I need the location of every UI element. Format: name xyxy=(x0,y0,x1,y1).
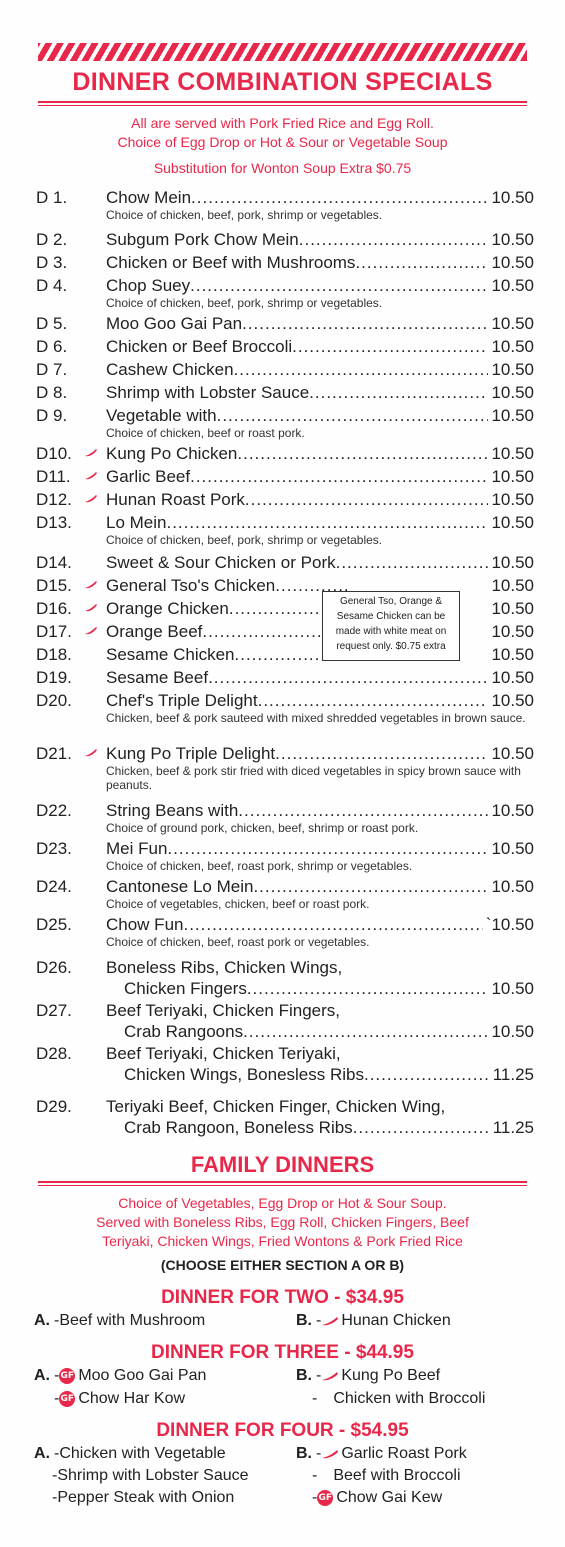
item-code: D10. xyxy=(36,444,72,463)
item-code: D 3. xyxy=(36,253,68,272)
family-rule xyxy=(38,1181,527,1183)
item-name-line xyxy=(106,622,534,642)
dot-leader xyxy=(355,253,488,273)
dot-leader xyxy=(336,553,489,573)
two-a1: -Beef with Mushroom xyxy=(54,1312,206,1329)
item-name: Hunan Roast Pork xyxy=(106,490,245,509)
item-price: 10.50 xyxy=(491,406,534,425)
item-price: 10.50 xyxy=(491,576,534,595)
item-name: Sesame Beef xyxy=(106,668,209,687)
item-description: Choice of ground pork, chicken, beef, shrimp or roast pork. xyxy=(106,821,419,835)
header-stripe xyxy=(38,43,527,61)
four-a-row-3 xyxy=(52,1489,234,1507)
hot-pepper-icon xyxy=(84,448,98,457)
item-name-line xyxy=(106,801,534,821)
dinner-for-three-head: DINNER FOR THREE - $44.95 xyxy=(151,1342,414,1363)
item-description: Choice of chicken, beef, roast pork or vegetables. xyxy=(106,935,370,949)
item-name: General Tso's Chicken xyxy=(106,576,276,595)
item-code: D 2. xyxy=(36,230,68,249)
item-name-line xyxy=(106,668,534,688)
item-code: D14. xyxy=(36,553,72,572)
item-name: Vegetable with xyxy=(106,406,217,425)
item-name-line1: Boneless Ribs, Chicken Wings, xyxy=(106,958,343,977)
item-description: Choice of chicken, beef, pork, shrimp or vegetables. xyxy=(106,533,383,547)
item-price: 10.50 xyxy=(491,1022,534,1041)
item-name: Orange Beef xyxy=(106,622,203,641)
item-price: 10.50 xyxy=(491,645,534,664)
item-name: Cashew Chicken xyxy=(106,360,234,379)
item-price: 10.50 xyxy=(491,230,534,249)
dot-leader xyxy=(275,744,488,764)
item-code: D11. xyxy=(36,467,71,486)
item-code: D 7. xyxy=(36,360,68,379)
four-a2: -Shrimp with Lobster Sauce xyxy=(52,1467,249,1484)
dot-leader xyxy=(245,490,489,510)
item-name: Kung Po Chicken xyxy=(106,444,238,463)
hot-pepper-icon xyxy=(84,748,98,757)
dot-leader xyxy=(234,360,489,380)
item-name-line xyxy=(106,253,534,273)
item-price: 10.50 xyxy=(491,691,534,710)
hot-pepper-icon xyxy=(84,494,98,503)
item-description: Choice of chicken, beef, pork, shrimp or vegetables. xyxy=(106,208,383,222)
item-name-line xyxy=(106,406,534,426)
item-code: D 8. xyxy=(36,383,68,402)
item-description: Choice of chicken, beef, pork, shrimp or vegetables. xyxy=(106,296,383,310)
item-name: Chicken or Beef Broccoli xyxy=(106,337,293,356)
dot-leader xyxy=(190,276,488,296)
gluten-free-icon: GF xyxy=(317,1490,333,1506)
item-price: 10.50 xyxy=(491,490,534,509)
note-line: made with white meat on xyxy=(335,626,447,637)
item-price: 11.25 xyxy=(492,1065,534,1084)
dot-leader xyxy=(238,801,488,821)
item-name: Chicken Wings, Bonesless Ribs xyxy=(124,1065,364,1084)
dash: - xyxy=(316,1367,322,1384)
item-code: D 1. xyxy=(36,188,68,207)
dash: - xyxy=(312,1489,318,1506)
item-price: 10.50 xyxy=(491,337,534,356)
subtitle-2: Choice of Egg Drop or Hot & Sour or Vegetable Soup xyxy=(117,134,448,150)
item-price: 10.50 xyxy=(491,979,534,998)
item-name: Chop Suey xyxy=(106,276,191,295)
two-a-row xyxy=(34,1312,205,1330)
item-price: `10.50 xyxy=(485,915,534,934)
item-name: Garlic Beef xyxy=(106,467,191,486)
item-name-line xyxy=(106,553,534,573)
section-a-label: A. xyxy=(34,1312,50,1329)
four-b-row-3 xyxy=(312,1489,442,1507)
dot-leader xyxy=(237,444,488,464)
item-price: 10.50 xyxy=(491,383,534,402)
item-name-line xyxy=(106,337,534,357)
item-price: 10.50 xyxy=(491,360,534,379)
item-name: Subgum Pork Chow Mein xyxy=(106,230,299,249)
three-b-row-1 xyxy=(296,1367,440,1385)
page-title: DINNER COMBINATION SPECIALS xyxy=(72,68,493,96)
four-b1: Garlic Roast Pork xyxy=(341,1445,467,1462)
item-name: Sweet & Sour Chicken or Pork xyxy=(106,553,336,572)
dot-leader xyxy=(166,513,488,533)
white-meat-note xyxy=(322,591,460,661)
item-name-line1: Teriyaki Beef, Chicken Finger, Chicken Wing, xyxy=(106,1097,446,1116)
item-price: 10.50 xyxy=(491,622,534,641)
item-price: 10.50 xyxy=(491,553,534,572)
item-name-line xyxy=(106,839,534,859)
four-b-row-1 xyxy=(296,1445,467,1463)
item-name-line xyxy=(124,1022,534,1042)
dash: - xyxy=(316,1445,322,1462)
item-name: Chow Fun xyxy=(106,915,184,934)
item-name-line xyxy=(106,691,534,711)
hot-pepper-icon xyxy=(321,1449,339,1459)
two-b-row xyxy=(296,1312,451,1330)
dinner-for-two-head: DINNER FOR TWO - $34.95 xyxy=(161,1287,404,1308)
title-rule-thin xyxy=(38,105,527,106)
four-a1: -Chicken with Vegetable xyxy=(54,1445,226,1462)
dinner-for-four-head: DINNER FOR FOUR - $54.95 xyxy=(156,1420,409,1441)
gluten-free-icon: GF xyxy=(59,1368,75,1384)
item-name: Crab Rangoon, Boneless Ribs xyxy=(124,1118,353,1137)
item-code: D19. xyxy=(36,668,72,687)
item-name-line xyxy=(106,467,534,487)
item-code: D20. xyxy=(36,691,72,710)
item-name-line xyxy=(106,383,534,403)
item-code: D 6. xyxy=(36,337,68,356)
item-name-line xyxy=(106,645,534,665)
item-code: D27. xyxy=(36,1001,72,1020)
dot-leader xyxy=(167,839,488,859)
item-code: D17. xyxy=(36,622,72,641)
dot-leader xyxy=(364,1065,490,1085)
two-b1: Hunan Chicken xyxy=(341,1312,451,1329)
item-price: 10.50 xyxy=(491,467,534,486)
family-sub-2: Served with Boneless Ribs, Egg Roll, Chicken Fingers, Beef xyxy=(96,1214,469,1230)
item-code: D15. xyxy=(36,576,72,595)
section-a-label: A. xyxy=(34,1445,50,1462)
item-price: 10.50 xyxy=(491,314,534,333)
item-price: 10.50 xyxy=(491,253,534,272)
item-name-line1: Beef Teriyaki, Chicken Fingers, xyxy=(106,1001,341,1020)
item-name-line xyxy=(106,915,534,935)
item-code: D18. xyxy=(36,645,72,664)
item-name-line xyxy=(124,1118,534,1138)
four-a-row-1 xyxy=(34,1445,226,1463)
four-b3: Chow Gai Kew xyxy=(336,1489,443,1506)
item-price: 10.50 xyxy=(491,744,534,763)
dash: - xyxy=(54,1367,60,1384)
four-b2: Beef with Broccoli xyxy=(333,1467,461,1484)
item-price: 10.50 xyxy=(491,513,534,532)
family-rule-thin xyxy=(38,1185,527,1186)
item-price: 10.50 xyxy=(491,599,534,618)
dash: - xyxy=(54,1390,60,1407)
note-line: request only. $0.75 extra xyxy=(336,641,446,652)
item-name-line xyxy=(124,979,534,999)
four-a-row-2 xyxy=(52,1467,249,1485)
item-name: Moo Goo Gai Pan xyxy=(106,314,243,333)
family-dinners-title: FAMILY DINNERS xyxy=(190,1152,375,1177)
item-name: Lo Mein xyxy=(106,513,167,532)
dash: - xyxy=(312,1390,318,1407)
gluten-free-icon: GF xyxy=(59,1391,75,1407)
dot-leader xyxy=(191,188,488,208)
four-a3: -Pepper Steak with Onion xyxy=(52,1489,235,1506)
item-name-line xyxy=(106,744,534,764)
choose-section: (CHOOSE EITHER SECTION A OR B) xyxy=(160,1257,405,1273)
dot-leader xyxy=(247,979,489,999)
item-name: Cantonese Lo Mein xyxy=(106,877,254,896)
item-code: D21. xyxy=(36,744,72,763)
item-code: D23. xyxy=(36,839,72,858)
three-a2: Chow Har Kow xyxy=(78,1390,186,1407)
dot-leader xyxy=(253,877,488,897)
item-name-line xyxy=(106,276,534,296)
item-name-line xyxy=(106,314,534,334)
item-price: 11.25 xyxy=(492,1118,534,1137)
item-name-line xyxy=(124,1065,534,1085)
item-name: Chef's Triple Delight xyxy=(106,691,258,710)
three-a-row-2 xyxy=(54,1390,185,1408)
item-name: String Beans with xyxy=(106,801,239,820)
dot-leader xyxy=(258,691,489,711)
dot-leader xyxy=(242,314,488,334)
four-b-row-2 xyxy=(312,1467,461,1485)
item-description: Chicken, beef & pork sauteed with mixed shredded vegetables in brown sauce. xyxy=(106,711,526,725)
item-name: Sesame Chicken xyxy=(106,645,235,664)
dot-leader xyxy=(309,383,488,403)
hot-pepper-icon xyxy=(321,1316,339,1326)
dot-leader xyxy=(190,467,488,487)
note-line: Sesame Chicken can be xyxy=(336,611,446,622)
item-code: D 9. xyxy=(36,406,68,425)
item-price: 10.50 xyxy=(491,801,534,820)
three-a1: Moo Goo Gai Pan xyxy=(78,1367,207,1384)
dot-leader xyxy=(208,668,488,688)
note-line: General Tso, Orange & xyxy=(339,596,443,607)
item-code: D 5. xyxy=(36,314,68,333)
item-code: D16. xyxy=(36,599,72,618)
three-b2: Chicken with Broccoli xyxy=(333,1390,486,1407)
item-description: Choice of vegetables, chicken, beef or roast pork. xyxy=(106,897,370,911)
item-code: D24. xyxy=(36,877,72,896)
item-code: D12. xyxy=(36,490,72,509)
hot-pepper-icon xyxy=(321,1371,339,1381)
dot-leader xyxy=(299,230,489,250)
subtitle-3: Substitution for Wonton Soup Extra $0.75 xyxy=(153,160,412,176)
item-code: D13. xyxy=(36,513,72,532)
title-rule xyxy=(38,101,527,103)
family-sub-3: Teriyaki, Chicken Wings, Fried Wontons & Pork Fried Rice xyxy=(102,1233,463,1249)
item-price: 10.50 xyxy=(491,877,534,896)
item-name: Crab Rangoons xyxy=(124,1022,244,1041)
item-description: Chicken, beef & pork stir fried with diced vegetables in spicy brown sauce with peanuts. xyxy=(106,764,521,792)
item-name-line xyxy=(106,599,534,619)
hot-pepper-icon xyxy=(84,580,98,589)
item-code: D29. xyxy=(36,1097,72,1116)
dot-leader xyxy=(292,337,488,357)
item-name: Chow Mein xyxy=(106,188,192,207)
dot-leader xyxy=(243,1022,488,1042)
item-code: D26. xyxy=(36,958,72,977)
item-name: Orange Chicken xyxy=(106,599,229,618)
item-description: Choice of chicken, beef or roast pork. xyxy=(106,426,305,440)
item-price: 10.50 xyxy=(491,444,534,463)
hot-pepper-icon xyxy=(84,626,98,635)
item-code: D28. xyxy=(36,1044,72,1063)
dot-leader xyxy=(353,1118,490,1138)
hot-pepper-icon xyxy=(84,471,98,480)
item-name: Kung Po Triple Delight xyxy=(106,744,276,763)
item-name-line xyxy=(106,444,534,464)
item-price: 10.50 xyxy=(491,668,534,687)
item-price: 10.50 xyxy=(491,188,534,207)
item-price: 10.50 xyxy=(491,839,534,858)
item-name-line1: Beef Teriyaki, Chicken Teriyaki, xyxy=(106,1044,341,1063)
item-name-line xyxy=(106,360,534,380)
item-name: Chicken Fingers xyxy=(124,979,247,998)
hot-pepper-icon xyxy=(84,603,98,612)
item-name: Mei Fun xyxy=(106,839,168,858)
item-name: Shrimp with Lobster Sauce xyxy=(106,383,310,402)
dash: - xyxy=(312,1467,318,1484)
item-name-line xyxy=(106,230,534,250)
section-b-label: B. xyxy=(296,1367,312,1384)
section-a-label: A. xyxy=(34,1367,50,1384)
item-name-line xyxy=(106,576,534,596)
item-name-line xyxy=(106,188,534,208)
family-sub-1: Choice of Vegetables, Egg Drop or Hot & Sour Soup. xyxy=(118,1195,447,1211)
three-b1: Kung Po Beef xyxy=(341,1367,441,1384)
item-code: D 4. xyxy=(36,276,68,295)
item-code: D25. xyxy=(36,915,72,934)
subtitle-1: All are served with Pork Fried Rice and Egg Roll. xyxy=(131,115,434,131)
item-name-line xyxy=(106,513,534,533)
item-name-line xyxy=(106,877,534,897)
dot-leader xyxy=(183,915,482,935)
dot-leader xyxy=(217,406,489,426)
dash: - xyxy=(316,1312,322,1329)
item-description: Choice of chicken, beef, roast pork, shrimp or vegetables. xyxy=(106,859,413,873)
three-a-row-1 xyxy=(34,1367,206,1385)
item-name-line xyxy=(106,490,534,510)
three-b-row-2 xyxy=(312,1390,485,1408)
item-name: Chicken or Beef with Mushrooms xyxy=(106,253,356,272)
section-b-label: B. xyxy=(296,1445,312,1462)
section-b-label: B. xyxy=(296,1312,312,1329)
item-code: D22. xyxy=(36,801,72,820)
item-price: 10.50 xyxy=(491,276,534,295)
